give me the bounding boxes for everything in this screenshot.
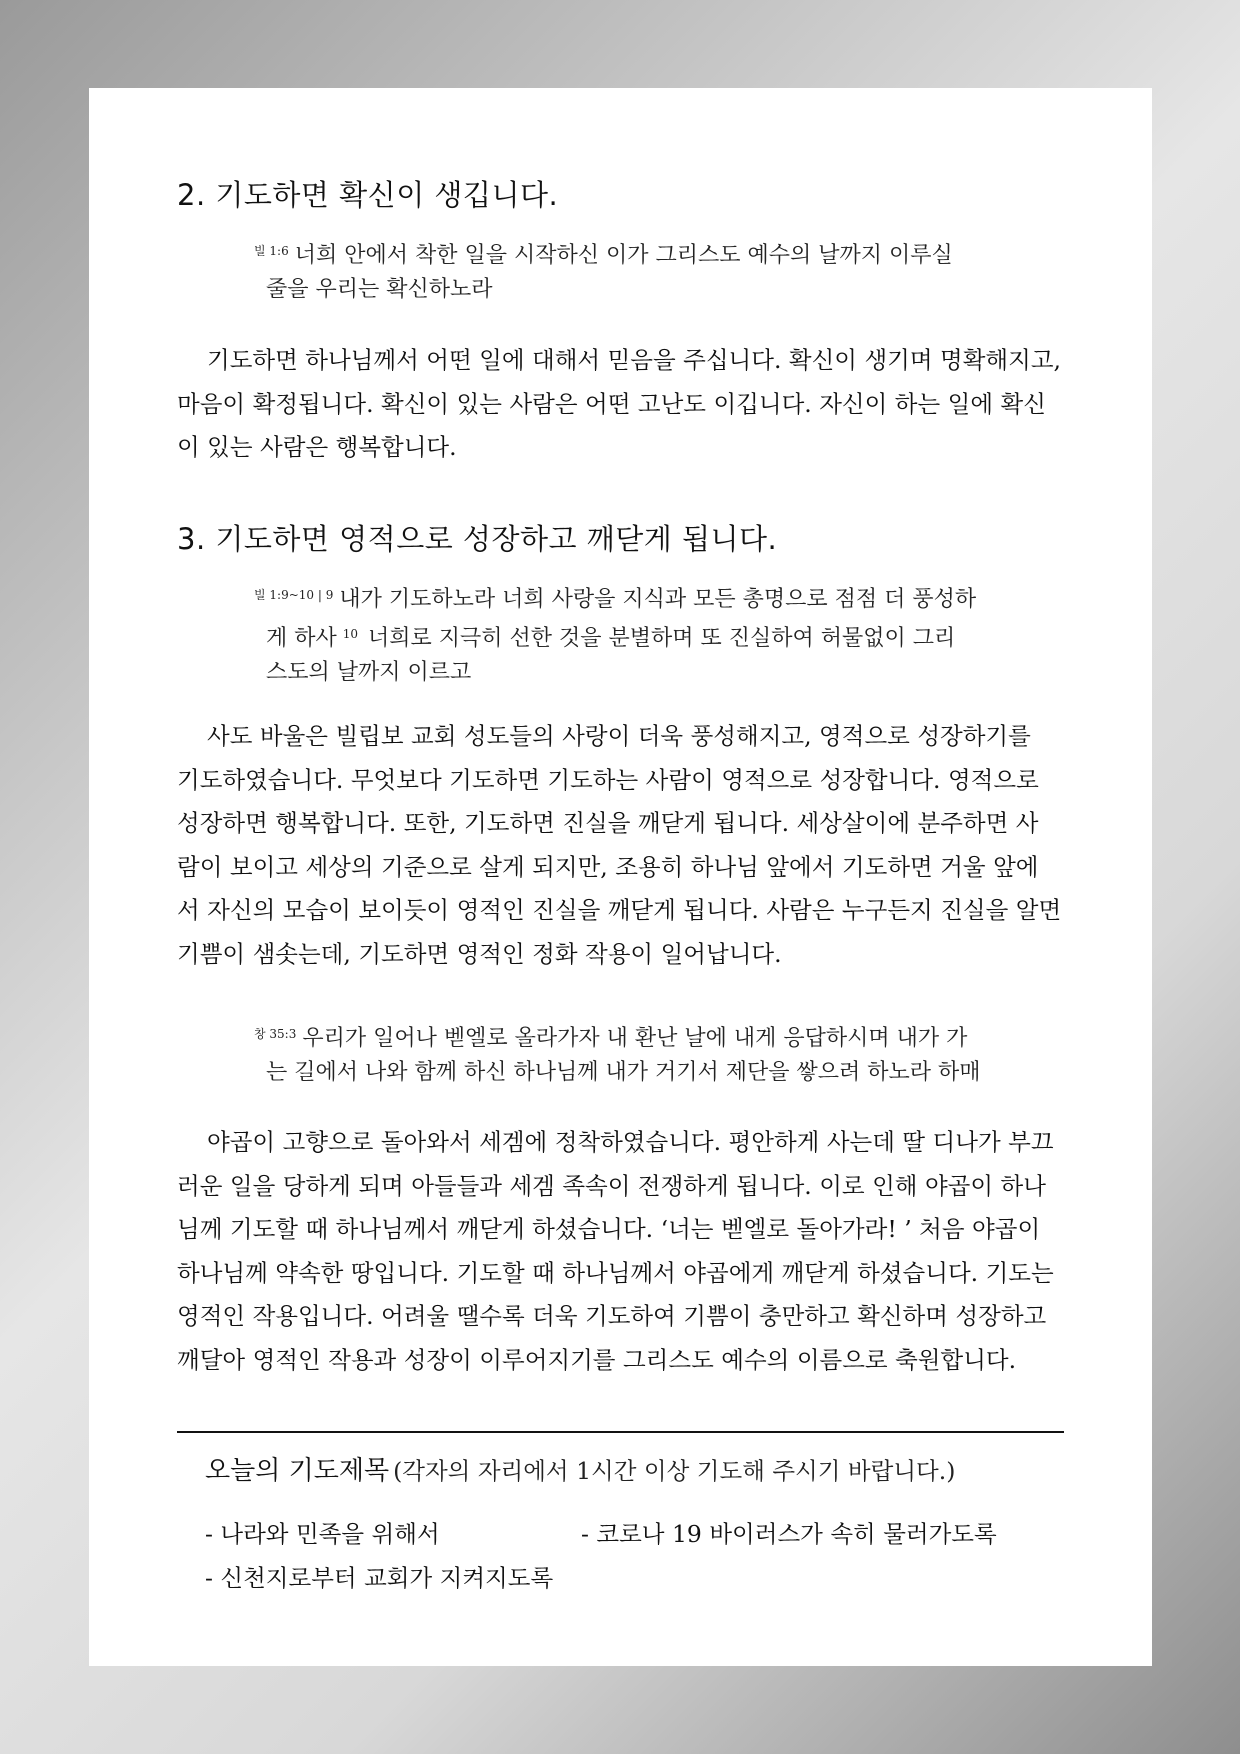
verse-text-line: 너희 안에서 착한 일을 시작하신 이가 그리스도 예수의 날까지 이루실 [294, 243, 953, 268]
section-3-paragraph-1 [177, 715, 1064, 976]
prayer-item: - 신천지로부터 교회가 지켜지도록 [205, 1564, 554, 1592]
paragraph-line: 깨달아 영적인 작용과 성장이 이루어지기를 그리스도 예수의 이름으로 축원합니다. [177, 1345, 1017, 1374]
paragraph-line: 하나님께 약속한 땅입니다. 기도할 때 하나님께서 야곱에게 깨닫게 하셨습니다. 기도는 [177, 1258, 1054, 1287]
verse-text-line: 는 길에서 나와 함께 하신 하나님께 내가 거기서 제단을 쌓으려 하노라 하매 [266, 1060, 981, 1085]
paragraph-line: 서 자신의 모습이 보이듯이 영적인 진실을 깨닫게 됩니다. 사람은 누구든지 진실을 알면 [177, 896, 1062, 924]
paragraph-line: 람이 보이고 세상의 기준으로 살게 되지만, 조용히 하나님 앞에서 기도하면 거울 앞에 [177, 852, 1039, 881]
section-2-paragraph [177, 339, 1064, 470]
verse-reference: 빌 1:9~10 | 9 [254, 588, 334, 602]
section-divider [177, 1431, 1064, 1433]
paragraph-line: 야곱이 고향으로 돌아와서 세겜에 정착하였습니다. 평안하게 사는데 딸 디나가 부끄 [207, 1128, 1054, 1156]
section-3-paragraph-2 [177, 1121, 1064, 1382]
section-3-heading: 3. 기도하면 영적으로 성장하고 깨닫게 됩니다. [177, 522, 778, 556]
verse-reference: 창 35:3 [254, 1027, 297, 1041]
verse-text-line: 내가 기도하노라 너희 사랑을 지식과 모든 총명으로 점점 더 풍성하 [339, 587, 977, 612]
paragraph-line: 기도하면 하나님께서 어떤 일에 대해서 믿음을 주십니다. 확신이 생기며 명확해지고, [207, 346, 1062, 374]
paragraph-line: 성장하면 행복합니다. 또한, 기도하면 진실을 깨닫게 됩니다. 세상살이에 분주하면 사 [177, 809, 1039, 837]
section-2-heading: 2. 기도하면 확신이 생깁니다. [177, 178, 559, 212]
section-3-verse-genesis [254, 1017, 989, 1090]
verse-reference: 10 [342, 627, 359, 641]
prayer-item: - 나라와 민족을 위해서 [205, 1520, 440, 1548]
verse-text-line: 게 하사 [266, 626, 337, 651]
paragraph-line: 영적인 작용입니다. 어려울 땔수록 더욱 기도하여 기쁨이 충만하고 확신하며 성장하고 [177, 1302, 1047, 1330]
prayer-title-note: (각자의 자리에서 1시간 이상 기도해 주시기 바랍니다.) [393, 1457, 956, 1485]
verse-text-line: 스도의 날까지 이르고 [266, 660, 472, 685]
document-page [89, 88, 1152, 1666]
paragraph-line: 사도 바울은 빌립보 교회 성도들의 사랑이 더욱 풍성해지고, 영적으로 성장하기를 [207, 722, 1031, 750]
verse-reference: 빌 1:6 [254, 244, 289, 258]
paragraph-line: 마음이 확정됩니다. 확신이 있는 사람은 어떤 고난도 이깁니다. 자신이 하는 일에 확신 [177, 389, 1046, 418]
verse-text-line: 너희로 지극히 선한 것을 분별하며 또 진실하여 허물없이 그리 [368, 626, 956, 651]
paragraph-line: 러운 일을 당하게 되며 아들들과 세겜 족속이 전쟁하게 됩니다. 이로 인해 야곱이 하나 [177, 1171, 1046, 1200]
paragraph-line: 이 있는 사람은 행복합니다. [177, 433, 457, 461]
prayer-topics-title [205, 1450, 955, 1487]
paragraph-line: 님께 기도할 때 하나님께서 깨닫게 하셨습니다. ‘너는 벧엘로 돌아가라! ’ 처음 야곱이 [177, 1215, 1041, 1243]
section-3-verse-philippians [254, 578, 989, 690]
section-2-verse [254, 234, 989, 307]
verse-text-line: 우리가 일어나 벧엘로 올라가자 내 환난 날에 내게 응답하시며 내가 가 [302, 1026, 968, 1051]
paragraph-line: 기도하였습니다. 무엇보다 기도하면 기도하는 사람이 영적으로 성장합니다. 영적으로 [177, 765, 1039, 794]
verse-text-line: 줄을 우리는 확신하노라 [266, 277, 493, 302]
prayer-title-label: 오늘의 기도제목 [205, 1456, 390, 1486]
paragraph-line: 기쁨이 샘솟는데, 기도하면 영적인 정화 작용이 일어납니다. [177, 939, 782, 968]
prayer-item: - 코로나 19 바이러스가 속히 물러가도록 [581, 1520, 997, 1548]
